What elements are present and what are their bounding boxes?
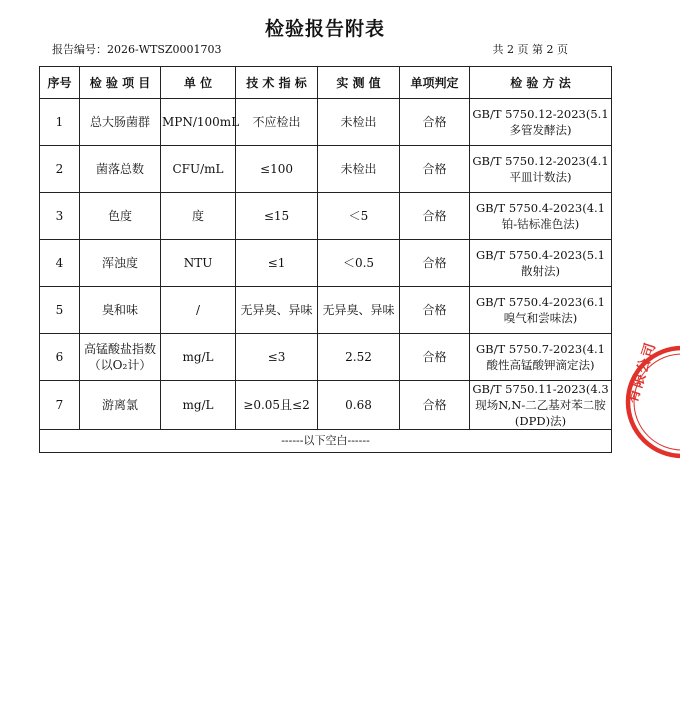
row-unit: 度 [161,193,236,240]
row-method: GB/T 5750.4-2023(5.1散射法) [470,240,612,287]
row-unit: mg/L [161,381,236,430]
inspection-table [39,66,612,453]
row-spec: ≤1 [236,240,318,287]
row-no: 5 [40,287,80,334]
row-unit: NTU [161,240,236,287]
table-row [40,287,612,334]
page-count: 共 2 页 第 2 页 [492,43,568,56]
row-judge: 合格 [400,287,470,334]
header-judge: 单项判定 [400,67,470,99]
row-spec: ≤3 [236,334,318,381]
row-item: 高锰酸盐指数（以O₂计） [80,334,161,381]
row-result: 2.52 [318,334,400,381]
row-spec: 不应检出 [236,99,318,146]
row-judge: 合格 [400,193,470,240]
row-item: 色度 [80,193,161,240]
row-item: 臭和味 [80,287,161,334]
table-row [40,193,612,240]
row-spec: ≤15 [236,193,318,240]
row-unit: CFU/mL [161,146,236,193]
row-result: ＜0.5 [318,240,400,287]
report-number: 报告编号：2026-WTSZ0001703 [52,43,222,56]
row-spec: ≤100 [236,146,318,193]
table-row [40,240,612,287]
row-no: 6 [40,334,80,381]
company-seal [620,339,680,462]
header-no: 序号 [40,67,80,99]
blank-note: ------以下空白------ [40,430,612,453]
row-no: 4 [40,240,80,287]
row-no: 7 [40,381,80,430]
row-judge: 合格 [400,99,470,146]
table-row [40,381,612,430]
row-method: GB/T 5750.4-2023(6.1嗅气和尝味法) [470,287,612,334]
table-row [40,146,612,193]
row-item: 游离氯 [80,381,161,430]
header-method: 检 验 方 法 [470,67,612,99]
row-no: 2 [40,146,80,193]
row-judge: 合格 [400,381,470,430]
row-method: GB/T 5750.11-2023(4.3现场N,N-二乙基对苯二胺(DPD)法) [470,381,612,430]
row-method: GB/T 5750.4-2023(4.1铂-钴标准色法) [470,193,612,240]
row-unit: mg/L [161,334,236,381]
row-result: 未检出 [318,99,400,146]
row-no: 3 [40,193,80,240]
row-method: GB/T 5750.12-2023(5.1多管发酵法) [470,99,612,146]
row-judge: 合格 [400,146,470,193]
header-item: 检 验 项 目 [80,67,161,99]
row-unit: / [161,287,236,334]
header-spec: 技 术 指 标 [236,67,318,99]
row-spec: 无异臭、异味 [236,287,318,334]
row-result: ＜5 [318,193,400,240]
row-result: 0.68 [318,381,400,430]
header-result: 实 测 值 [318,67,400,99]
row-result: 未检出 [318,146,400,193]
row-item: 总大肠菌群 [80,99,161,146]
row-judge: 合格 [400,240,470,287]
row-result: 无异臭、异味 [318,287,400,334]
header-unit: 单 位 [161,67,236,99]
table-header-row [40,67,612,99]
svg-text:有限公司: 有限公司 [624,339,660,406]
report-title: 检验报告附表 [264,18,385,40]
table-row [40,99,612,146]
row-unit: MPN/100mL [161,99,236,146]
blank-note-row [40,430,612,453]
row-spec: ≥0.05且≤2 [236,381,318,430]
row-no: 1 [40,99,80,146]
row-method: GB/T 5750.7-2023(4.1酸性高锰酸钾滴定法) [470,334,612,381]
table-row [40,334,612,381]
row-judge: 合格 [400,334,470,381]
row-item: 浑浊度 [80,240,161,287]
row-item: 菌落总数 [80,146,161,193]
row-method: GB/T 5750.12-2023(4.1平皿计数法) [470,146,612,193]
